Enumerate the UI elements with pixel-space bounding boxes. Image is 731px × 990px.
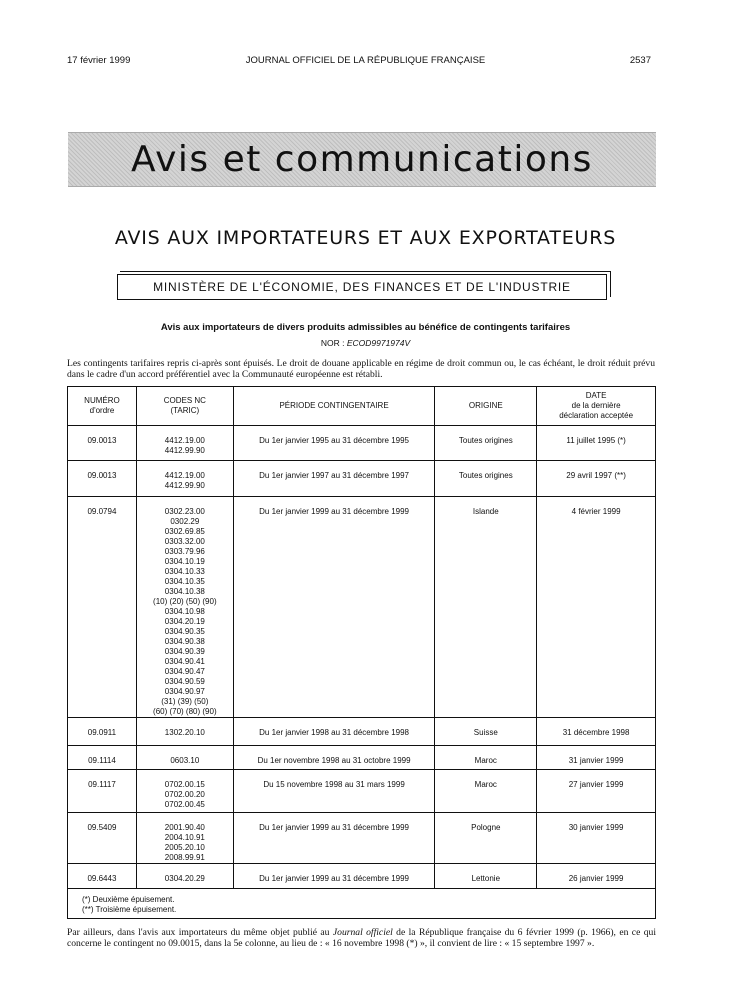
row-codes-cell xyxy=(136,497,233,718)
code-item: 4412.19.00 xyxy=(164,471,205,480)
row-numero-cell xyxy=(68,426,137,461)
row-codes-list xyxy=(137,770,233,810)
row-periode-cell xyxy=(233,864,435,889)
code-item: 0702.00.45 xyxy=(164,800,205,809)
header-codes-line1: CODES NC xyxy=(163,396,206,405)
row-origine-cell xyxy=(435,497,537,718)
header-periode-line1: PÉRIODE CONTINGENTAIRE xyxy=(279,401,389,410)
row-date-cell xyxy=(537,770,656,813)
row-periode: Du 1er janvier 1998 au 31 décembre 1998 xyxy=(259,728,410,737)
row-numero: 09.0013 xyxy=(87,436,117,445)
section-banner xyxy=(68,132,656,187)
footnote-2: (**) Troisième épuisement. xyxy=(82,905,177,914)
row-date-cell xyxy=(537,813,656,864)
footer-text-before: Par ailleurs, dans l'avis aux importateurs du même objet publié au xyxy=(67,927,333,938)
row-date: 4 février 1999 xyxy=(571,507,621,516)
row-periode: Du 1er janvier 1997 au 31 décembre 1997 xyxy=(259,471,410,480)
table-row xyxy=(68,497,656,718)
row-origine: Suisse xyxy=(473,728,498,737)
header-numero xyxy=(68,387,137,426)
footnotes-row xyxy=(68,889,656,919)
row-periode-cell xyxy=(233,497,435,718)
table-row xyxy=(68,426,656,461)
quota-table xyxy=(67,386,656,919)
code-item: (31) (39) (50) xyxy=(161,697,209,706)
code-item: 2008.99.91 xyxy=(164,853,205,862)
table-row xyxy=(68,864,656,889)
row-numero: 09.5409 xyxy=(87,823,117,832)
header-page-number: 2537 xyxy=(629,55,651,66)
row-periode-cell xyxy=(233,813,435,864)
code-item: 0304.90.35 xyxy=(164,627,205,636)
footer-journal-italic: Journal officiel xyxy=(332,927,393,938)
nor-code: ECOD9971974V xyxy=(346,338,411,348)
code-item: 2001.90.40 xyxy=(164,823,205,832)
row-periode: Du 1er janvier 1999 au 31 décembre 1999 xyxy=(259,507,410,516)
header-date-line1: DATE xyxy=(585,391,607,400)
footnote-1: (*) Deuxième épuisement. xyxy=(82,895,175,904)
row-numero: 09.0013 xyxy=(87,471,117,480)
row-date-cell xyxy=(537,497,656,718)
row-periode: Du 1er janvier 1999 au 31 décembre 1999 xyxy=(259,874,410,883)
row-numero-cell xyxy=(68,746,137,770)
code-item: 4412.99.90 xyxy=(164,481,205,490)
row-numero-cell xyxy=(68,461,137,497)
row-numero-cell xyxy=(68,718,137,746)
header-date-line3: déclaration acceptée xyxy=(559,411,634,420)
row-date: 27 janvier 1999 xyxy=(568,780,624,789)
row-numero: 09.0911 xyxy=(87,728,117,737)
row-codes-list xyxy=(137,813,233,863)
header-date xyxy=(537,387,656,426)
header-numero-line1: NUMÉRO xyxy=(84,396,120,405)
row-periode: Du 15 novembre 1998 au 31 mars 1999 xyxy=(263,780,405,789)
code-item: 0303.32.00 xyxy=(164,537,205,546)
code-item: 0702.00.20 xyxy=(164,790,205,799)
code-item: 0603.10 xyxy=(170,756,200,765)
row-numero-cell xyxy=(68,864,137,889)
row-origine-cell xyxy=(435,461,537,497)
banner-title: Avis et communications xyxy=(131,139,593,180)
row-date-cell xyxy=(537,461,656,497)
row-origine-cell xyxy=(435,813,537,864)
table-row xyxy=(68,746,656,770)
row-date: 29 avril 1997 (**) xyxy=(566,471,626,480)
code-item: 0304.90.59 xyxy=(164,677,205,686)
row-codes-cell xyxy=(136,461,233,497)
code-item: 2004.10.91 xyxy=(164,833,205,842)
row-origine: Maroc xyxy=(474,756,497,765)
header-origine xyxy=(435,387,537,426)
code-item: 0304.10.98 xyxy=(164,607,205,616)
row-numero: 09.6443 xyxy=(87,874,117,883)
row-periode: Du 1er janvier 1999 au 31 décembre 1999 xyxy=(259,823,410,832)
row-origine-cell xyxy=(435,746,537,770)
quota-table-body xyxy=(68,426,656,889)
nor-reference xyxy=(0,338,731,348)
code-item: 0304.90.41 xyxy=(164,657,205,666)
row-periode-cell xyxy=(233,718,435,746)
code-item: 0702.00.15 xyxy=(164,780,205,789)
row-origine-cell xyxy=(435,718,537,746)
row-origine: Lettonie xyxy=(471,874,501,883)
row-origine: Toutes origines xyxy=(458,471,513,480)
code-item: 0303.79.96 xyxy=(164,547,205,556)
row-codes-list xyxy=(137,718,233,738)
row-origine: Toutes origines xyxy=(458,436,513,445)
section-title: AVIS AUX IMPORTATEURS ET AUX EXPORTATEURS xyxy=(114,227,617,249)
row-date: 30 janvier 1999 xyxy=(568,823,624,832)
row-codes-list xyxy=(137,497,233,717)
header-journal-title: JOURNAL OFFICIEL DE LA RÉPUBLIQUE FRANÇAISE xyxy=(245,55,486,66)
row-date-cell xyxy=(537,426,656,461)
code-item: (60) (70) (80) (90) xyxy=(153,707,217,716)
row-codes-cell xyxy=(136,813,233,864)
row-periode: Du 1er novembre 1998 au 31 octobre 1999 xyxy=(257,756,411,765)
table-row xyxy=(68,813,656,864)
code-item: 0304.20.29 xyxy=(164,874,205,883)
code-item: 0304.10.38 xyxy=(164,587,205,596)
header-origine-line1: ORIGINE xyxy=(468,401,503,410)
row-origine-cell xyxy=(435,426,537,461)
row-codes-cell xyxy=(136,718,233,746)
row-codes-cell xyxy=(136,426,233,461)
row-origine: Maroc xyxy=(474,780,497,789)
code-item: 4412.19.00 xyxy=(164,436,205,445)
code-item: 0302.23.00 xyxy=(164,507,205,516)
code-item: 0304.10.33 xyxy=(164,567,205,576)
intro-paragraph: Les contingents tarifaires repris ci-après sont épuisés. Le droit de douane applicable en régime de droit commun ou, le cas échéant, le droit réduit prévu dans le cadre d'un accord préférentiel avec la Communauté européenne est rétabli. xyxy=(67,358,655,380)
table-header-row xyxy=(68,387,656,426)
code-item: (10) (20) (50) (90) xyxy=(153,597,217,606)
row-codes-cell xyxy=(136,864,233,889)
avis-title: Avis aux importateurs de divers produits admissibles au bénéfice de contingents tarifaires xyxy=(160,322,571,333)
header-codes-line2: (TARIC) xyxy=(170,406,200,415)
row-codes-list xyxy=(137,426,233,456)
row-codes-cell xyxy=(136,746,233,770)
code-item: 2005.20.10 xyxy=(164,843,205,852)
table-row xyxy=(68,461,656,497)
code-item: 0304.90.97 xyxy=(164,687,205,696)
code-item: 0302.29 xyxy=(170,517,200,526)
row-numero-cell xyxy=(68,813,137,864)
row-numero: 09.1114 xyxy=(88,756,116,765)
code-item: 0304.90.38 xyxy=(164,637,205,646)
code-item: 0304.10.35 xyxy=(164,577,205,586)
footer-text-after: de la République française du 6 février 1999 (p. 1966), en ce qui concerne le contingent no 09.0015, dans la 5e colonne, au lieu de : « 16 novembre 1998 (*) », il convient de lire : « 15 septembre 1997 ». xyxy=(67,927,656,949)
row-date-cell xyxy=(537,718,656,746)
table-row xyxy=(68,718,656,746)
row-codes-list xyxy=(137,864,233,884)
row-codes-cell xyxy=(136,770,233,813)
row-date-cell xyxy=(537,746,656,770)
row-origine-cell xyxy=(435,864,537,889)
code-item: 0304.20.19 xyxy=(164,617,205,626)
row-origine: Pologne xyxy=(471,823,501,832)
code-item: 0304.90.47 xyxy=(164,667,205,676)
row-numero: 09.0794 xyxy=(87,507,117,516)
code-item: 1302.20.10 xyxy=(164,728,205,737)
nor-label: NOR : xyxy=(320,338,345,348)
row-date: 26 janvier 1999 xyxy=(568,874,624,883)
row-numero-cell xyxy=(68,770,137,813)
row-codes-list xyxy=(137,461,233,491)
code-item: 0304.90.39 xyxy=(164,647,205,656)
row-periode: Du 1er janvier 1995 au 31 décembre 1995 xyxy=(259,436,410,445)
code-item: 4412.99.90 xyxy=(164,446,205,455)
table-row xyxy=(68,770,656,813)
row-codes-list xyxy=(137,746,233,766)
row-date: 31 décembre 1998 xyxy=(562,728,630,737)
code-item: 0304.10.19 xyxy=(164,557,205,566)
header-codes xyxy=(136,387,233,426)
footnotes-cell xyxy=(68,889,656,919)
row-periode-cell xyxy=(233,770,435,813)
row-periode-cell xyxy=(233,461,435,497)
header-date: 17 février 1999 xyxy=(67,55,131,66)
row-date: 11 juillet 1995 (*) xyxy=(566,436,626,445)
footer-paragraph xyxy=(67,927,656,949)
row-origine: Islande xyxy=(472,507,499,516)
row-origine-cell xyxy=(435,770,537,813)
header-date-line2: de la dernière xyxy=(571,401,621,410)
header-periode xyxy=(233,387,435,426)
code-item: 0302.69.85 xyxy=(164,527,205,536)
row-periode-cell xyxy=(233,746,435,770)
row-date-cell xyxy=(537,864,656,889)
row-periode-cell xyxy=(233,426,435,461)
header-numero-line2: d'ordre xyxy=(89,406,115,415)
row-date: 31 janvier 1999 xyxy=(568,756,624,765)
row-numero: 09.1117 xyxy=(88,780,116,789)
row-numero-cell xyxy=(68,497,137,718)
ministry-box: MINISTÈRE DE L'ÉCONOMIE, DES FINANCES ET DE L'INDUSTRIE xyxy=(117,274,607,300)
